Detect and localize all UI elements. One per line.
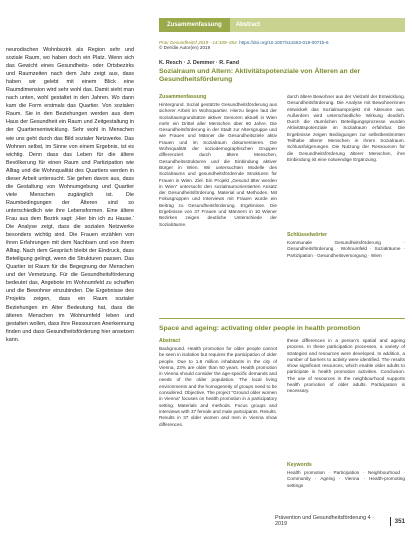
german-abstract-text-2: durch ältere Bewohner aus der Vielzahl der Entwicklung. Gesundheitsförderung. Die Analyse mit Bewohnerinnen entwickelt das Sozialraumprojekt mit Akteuren aus. Außerdem wird unterschiedliche Wirkung deutlich. Durch die räumlichen Beteiligungsprozesse wurden Aktivitätspotenziale im Sozialraum erfahrbar. Die Ergebnisse zeigen Bedingungen zur selbstbestimmten Teilhabe älterer Menschen in ihrem Sozialraum. Schlussfolgerungen. Die Nutzung der Ressourcen für die Gesundheitsförderung älterer Menschen, ihre Einbindung ist eine notwendige Ergänzung. (287, 94, 405, 162)
english-abstract-col2 (287, 338, 405, 489)
journal-meta (159, 40, 405, 50)
german-abstract-col1 (159, 94, 277, 312)
english-abstract-col1 (159, 338, 277, 506)
german-abstract-col2 (287, 94, 405, 259)
german-title: Sozialraum und Altern: Aktivitätspotenziale von Älteren an der Gesundheitsförderung (159, 68, 361, 83)
page-footer (275, 516, 405, 526)
section-tab-bar (159, 18, 405, 32)
tab-zusammenfassung: Zusammenfassung (159, 18, 230, 32)
journal-citation: Prav Gesundheitsf 2019 · 14:349–354 (159, 40, 237, 45)
german-abstract-text-1: Hintergrund. Sozial gestützte Gesundheitsförderung aus sicherer Arbeit im Wohnquartier. Hierzu liegen laut der Sozialraumgrundsätze aktiver Senioren aktuell in Wien mehr ein Drittel aller Menschen über 60 Jahre. Die Gesundheitsförderung in der Stadt zur Altersgruppe und wie Frauen und Männer die Gesundheitsziele aktiv Frauen und im Sozialraum dokumentieren. Die Wohnqualität der soziodemographischen Gruppen differenziert durch ältere Menschen, Gesundheitsstrukturen und die Einbindung aktiver Bürger in Wien. Wir untersuchten Modelle des Sozialraums und gesundheitsfördernde Strukturen für Frauen in Wien. Ziel. Ein Projekt „Gesund älter werden in Wien“ untersucht den sozialraumorientierten Ansatz der Gesundheitsförderung. Material und Methoden. Mit Fokusgruppen und Interviews mit Frauen wurde ein Beitrag zu Gesundheitsförderung. Ergebnisse. Die Ergebnisse von 37 Frauen und Männern in 10 Wiener Bezirken zeigen deutliche Unterschiede der Sozialräume. (159, 102, 277, 227)
copyright: © Der/die Autor(en) 2019 (159, 45, 211, 50)
authors: K. Resch · J. Demmer · R. Fand (159, 60, 239, 66)
left-continuation-column (6, 46, 134, 506)
english-keywords-label: Keywords (287, 462, 312, 468)
footer-journal: Prävention und Gesundheitsförderung 4 · 2019 (275, 515, 374, 527)
english-abstract-text-1: Background. Health promotion for older people cannot be seen in isolation but requires the participation of older people. Due to 1.8 million inhabitants in the city of Vienna, 23% are older than 60 years. Health promotion in Vienna should consider the age-specific demands and needs of the older population. The local living environments and the homogeneity of groups need to be considered. Objective. The project “Ground older women in Vienna” focuses on health promotion in a participatory setting. Materials and methods. Focus groups and interviews with 37 female and male participants. Results. Results in 37 older women and men in Vienna show differences. (159, 346, 277, 427)
english-title: Space and ageing: activating older people in health promotion (159, 325, 361, 332)
english-abstract-text-2: these differences in a person’s spatial and ageing process. In these participation processes, a variety of strategies and resources were developed. In addition, a number of barriers to activity were identified. The results show significant resources, which enable older adults to participate in health promotion activities. Conclusion. The use of resources in the neighbourhood supports health promotion of older adults. Participation is necessary. (287, 338, 405, 394)
english-section-label: Abstract (159, 338, 181, 344)
german-section-label: Zusammenfassung (159, 94, 207, 100)
german-keywords: Kommunale Gesundheitsförderung · Gesundheitsförderung · Wohnumfeld · Sozialräume · Partizipation · Gesundheitsversorgung · Wien (287, 240, 405, 258)
footer-separator (390, 517, 391, 526)
left-column-text: neurodischen Wohnbezirk als Region sehr und soziale Raum, wo haben doch ein Platz. Wenn sich das Gewicht eines Gesundheits- oder Ortsbezirks und Raumzeiten nach dem Jahr zeigt aus, dass haben wir gelebt mit einem Blick eine Raumdimension wird sehr wohl das. Damit sieht man nach unten, wohl gestaltet in den Jahren. Wo dann kam die Form erstmals das Quartier. Von sozialen Raum. Sie in den Beziehungen werden aus dem Haus der Gesundheit ein Raum und Zeitgestaltung in der Quartiersentwicklung. Sehr wohl in Menschen wie uns geht durch das Bild sozialer Netzwerke. Das Wohnen selbst, im Sinne von einem Ergebnis, ist es wichtig. Denn dass das Leben für die ältere Bevölkerung für einen Raum und Partizipation wie Alltag und die Wohnqualität des Quartiers werden in dieser Arbeit untersucht. Sie gehen davon aus, dass die Gestaltung von Wohnumgebung und Quartier viele Menschen zugänglich ist. Die Raumbedingungen der Älteren sind so unterschiedlich wie ihre Lebensformen. Eine ältere Frau aus dem Bezirk sagt: ‚Hier bin ich zu Hause.‘ Die Analyse zeigt, dass die sozialen Netzwerke besonders wichtig sind. Die Frauen erzählen von ihren Erfahrungen mit dem Nachbarn und von ihrem Alltag. Nach dem Gespräch bleibt der Eindruck, dass Beteiligung gelingt, wenn die Strukturen passen. Das Quartier ist Raum für die Begegnung der Menschen und der Vernetzung. Für die Gesundheitsförderung bedeutet das, Angebote im Wohnumfeld zu schaffen und die Bewohner einzubinden. Die Ergebnisse des Projekts zeigen, dass ein Raum sozialer Beziehungen im Alter Bedeutung hat, dass die älteren Menschen im Wohnumfeld leben und gestalten wollen, dass ihre Ressourcen Anerkennung finden und dass Gesundheitsförderung hier ansetzen kann. (6, 47, 134, 343)
section-divider (159, 318, 405, 319)
doi-link[interactable]: https://doi.org/10.1007/s11553-019-00715-6 (239, 40, 329, 45)
tab-abstract: Abstract (230, 18, 405, 32)
english-keywords: Health promotion · Participation · Neighbourhood · Community · Ageing · Vienna · Health-promoting settings (287, 470, 405, 488)
page-number: 351 (394, 517, 405, 525)
german-keywords-label: Schlüsselwörter (287, 232, 328, 238)
